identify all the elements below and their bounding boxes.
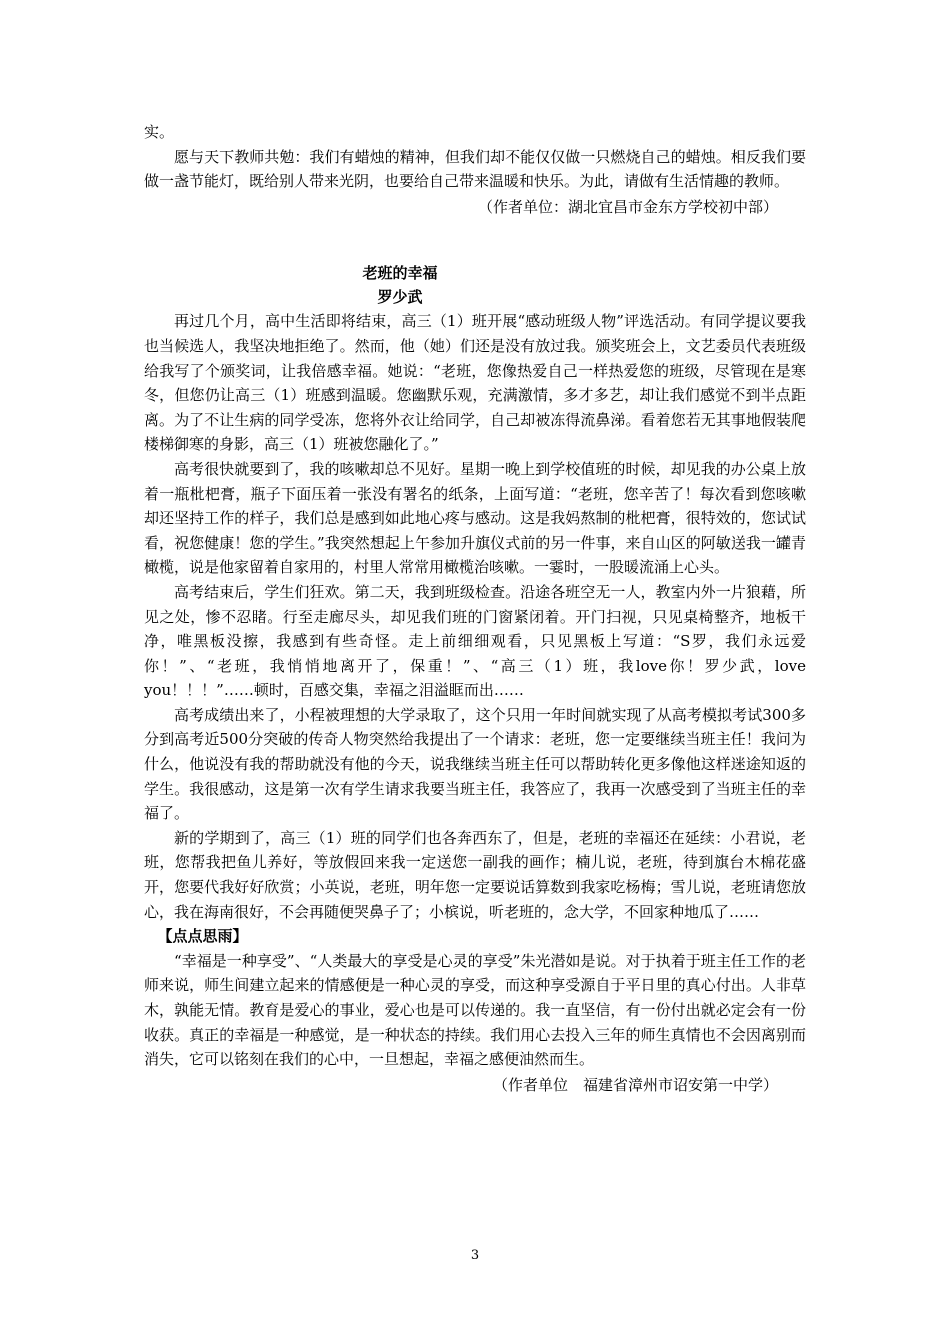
body-paragraph-5: 新的学期到了，高三（1）班的同学们也各奔西东了，但是，老班的幸福还在延续：小君说，老班，您帮我把鱼儿养好，等放假回来我一定送您一副我的画作；楠儿说，老班，待到旗台木棉花盛开，您要代我好好欣赏；小英说，老班，明年您一定要说话算数到我家吃杨梅；雪儿说，老班请您放心，我在海南很好，不会再随便哭鼻子了；小槟说，听老班的，念大学，不回家种地瓜了…… (144, 828, 806, 921)
body-paragraph-1: 再过几个月，高中生活即将结束，高三（1）班开展“感动班级人物”评选活动。有同学提议要我也当候选人，我坚决地拒绝了。然而，他（她）们还是没有放过我。颁奖班会上，文艺委员代表班级给我写了个颁奖词，让我倍感幸福。她说：“老班，您像热爱自己一样热爱您的班级，尽管现在是寒冬，但您仍让高三（1）班感到温暖。您幽默乐观，充满激情，多才多艺，却让我们感觉不到半点距离。为了不让生病的同学受冻，您将外衣让给同学，自己却被冻得流鼻涕。看着您若无其事地假装爬楼梯御寒的身影，高三（1）班被您融化了。” (144, 312, 806, 454)
body-paragraph-4: 高考成绩出来了，小程被理想的大学录取了，这个只用一年时间就实现了从高考模拟考试300多分到高考近500分突破的传奇人物突然给我提出了一个请求：老班，您一定要继续当班主任！我问为什么，他说没有我的帮助就没有他的今天，说我继续当班主任可以帮助转化更多像他这样迷途知返的学生。我很感动，这是第一次有学生请求我要当班主任，我答应了，我再一次感受到了当班主任的幸福了。 (144, 705, 806, 823)
article-heading (144, 261, 806, 309)
article-title: 老班的幸福 (362, 264, 438, 283)
author-unit: （作者单位 福建省漳州市诏安第一中学） (492, 1075, 778, 1094)
body-paragraph-2: 高考很快就要到了，我的咳嗽却总不见好。星期一晚上到学校值班的时候，却见我的办公桌上放着一瓶枇杷膏，瓶子下面压着一张没有署名的纸条，上面写道：“老班，您辛苦了！每次看到您咳嗽却还坚持工作的样子，我们总是感到如此地心疼与感动。这是我妈熬制的枇杷膏，很特效的，您试试看，祝您健康！您的学生。”我突然想起上午参加升旗仪式前的另一件事，来自山区的阿敏送我一罐青橄榄，说是他家留着自家用的，村里人常常用橄榄治咳嗽。一霎时，一股暖流涌上心头。 (144, 459, 806, 577)
author-unit-prev: （作者单位：湖北宜昌市金东方学校初中部） (477, 197, 778, 216)
body-paragraph-3: 高考结束后，学生们狂欢。第二天，我到班级检查。沿途各班空无一人，教室内外一片狼藉，所见之处，惨不忍睹。行至走廊尽头，却见我们班的门窗紧闭着。开门扫视，只见桌椅整齐，地板干净，唯黑板没擦，我感到有些奇怪。走上前细细观看，只见黑板上写道：“S罗，我们永远爱你！”、“老班，我悄悄地离开了，保重！”、“高三（1）班，我love你！罗少武，love you！！！”……顿时，百感交集，幸福之泪溢眶而出…… (144, 582, 806, 700)
article-author: 罗少武 (377, 288, 423, 307)
reflection-heading: 【点点思雨】 (157, 927, 248, 946)
closing-paragraph: 愿与天下教师共勉：我们有蜡烛的精神，但我们却不能仅仅做一只燃烧自己的蜡烛。相反我们要做一盏节能灯，既给别人带来光阴，也要给自己带来温暖和快乐。为此，请做有生活情趣的教师。 (144, 147, 806, 191)
continuation-text: 实。 (144, 123, 175, 141)
reflection-paragraph: “幸福是一种享受”、“人类最大的享受是心灵的享受”朱光潜如是说。对于执着于班主任工作的老师来说，师生间建立起来的情感便是一种心灵的享受，而这种享受源自于平日里的真心付出。人非草木，孰能无情。教育是爱心的事业，爱心也是可以传递的。我一直坚信，有一份付出就必定会有一份收获。真正的幸福是一种感觉，是一种状态的持续。我们用心去投入三年的师生真情也不会因离别而消失，它可以铭刻在我们的心中，一旦想起，幸福之感便油然而生。 (144, 951, 806, 1069)
document-page (144, 120, 806, 1097)
page-number: 3 (470, 1248, 480, 1263)
